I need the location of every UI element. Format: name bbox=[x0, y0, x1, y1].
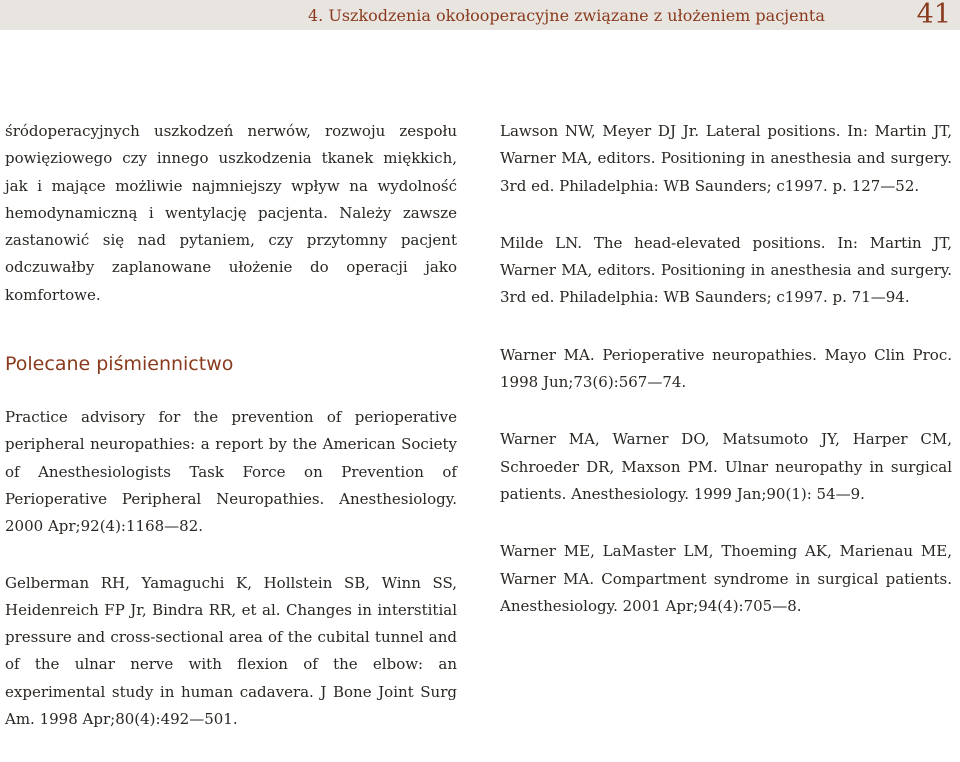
reference-item: Practice advisory for the prevention of perioperative peripheral neuropathies: a report by the American Society of Anesthesiologists Task Force on Prevention of Perioperative Peripheral Neuropathies. Anesthesiology. 2000 Apr;92(4):1168—82. bbox=[5, 408, 457, 536]
running-title: 4. Uszkodzenia okołooperacyjne związane z ułożeniem pacjenta bbox=[308, 6, 825, 25]
reference-item: Milde LN. The head-elevated positions. In: Martin JT, Warner MA, editors. Positioning in anesthesia and surgery. 3rd ed. Philadelphia: WB Saunders; c1997. p. 71—94. bbox=[500, 233, 952, 307]
reference-item: Warner MA. Perioperative neuropathies. Mayo Clin Proc. 1998 Jun;73(6):567—74. bbox=[500, 345, 952, 392]
reference-item: Warner ME, LaMaster LM, Thoeming AK, Marienau ME, Warner MA. Compartment syndrome in surgical patients. Anesthesiology. 2001 Apr;94(4):705—8. bbox=[500, 542, 952, 615]
reference-item: Lawson NW, Meyer DJ Jr. Lateral positions. In: Martin JT, Warner MA, editors. Positioning in anesthesia and surgery. 3rd ed. Philadelphia: WB Saunders; c1997. p. 127—52. bbox=[500, 122, 952, 195]
page-number: 41 bbox=[916, 0, 951, 30]
section-heading: Polecane piśmiennictwo bbox=[5, 353, 234, 376]
reference-item: Warner MA, Warner DO, Matsumoto JY, Harper CM, Schroeder DR, Maxson PM. Ulnar neuropathy in surgical patients. Anesthesiology. 1999 Jan;90(1): 54—9. bbox=[500, 430, 952, 503]
body-paragraph: śródoperacyjnych uszkodzeń nerwów, rozwoju zespołu powięziowego czy innego uszkodzenia tkanek miękkich, jak i mające możliwie najmniejszy wpływ na wydolność hemodynamiczną i wentylację pacjenta. Należy zawsze zastanowić się nad pytaniem, czy przytomny pacjent odczuwałby zaplanowane ułożenie do operacji jako komfortowe. bbox=[5, 122, 457, 304]
left-column bbox=[5, 118, 457, 762]
right-column bbox=[500, 118, 952, 650]
reference-item: Gelberman RH, Yamaguchi K, Hollstein SB, Winn SS, Heidenreich FP Jr, Bindra RR, et al. Changes in interstitial pressure and cross-sectional area of the cubital tunnel and of the ulnar nerve with flexion of the elbow: an experimental study in human cadavera. J Bone Joint Surg Am. 1998 Apr;80(4):492—501. bbox=[5, 573, 457, 729]
page-header bbox=[0, 0, 960, 30]
